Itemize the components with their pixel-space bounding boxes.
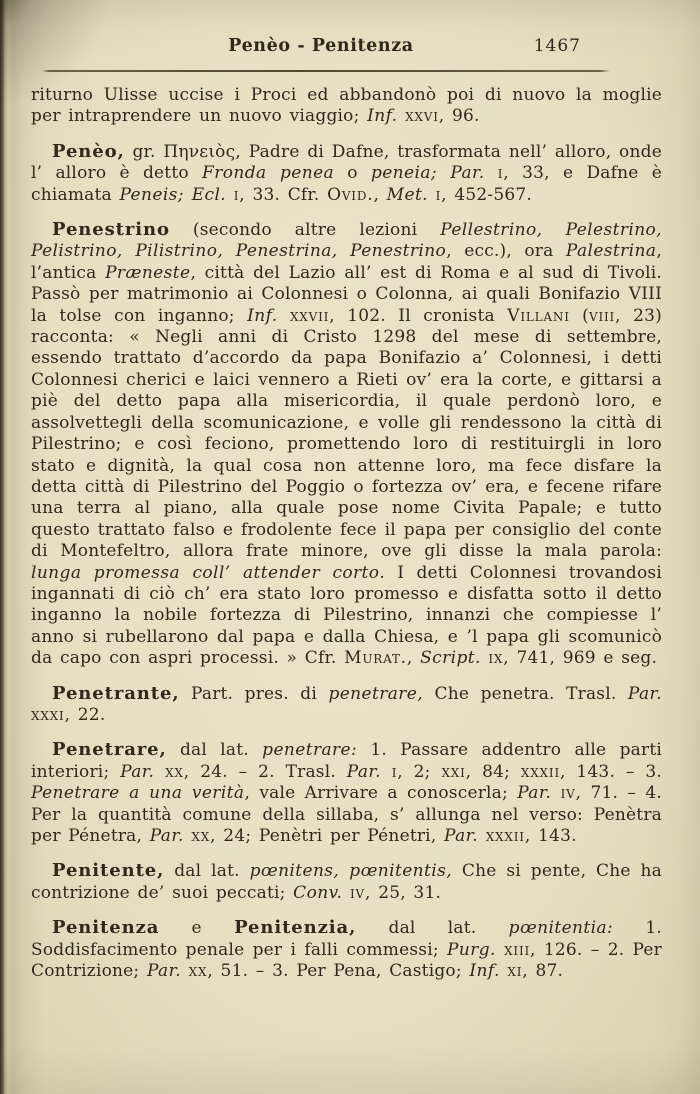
text-segment-p: , 22. [64, 704, 106, 725]
text-segment-p: gr. Πηνειὸς, Padre di Dafne, trasformata nell’ alloro, onde l’ alloro è detto [31, 141, 662, 184]
text-segment-p: , 51. – 3. Per Pena, Castigo; [207, 961, 470, 982]
text-segment-p: , 24; Penètri per Pénetri, [210, 826, 445, 846]
text-segment-i: Par. [517, 783, 552, 804]
text-segment-p: dal lat. [166, 740, 263, 761]
text-segment-i: lunga promessa coll’ attender corto [31, 562, 380, 583]
text-segment-p: , 126. – 2. Per Contrizione; [31, 939, 663, 982]
text-segment-b: Penitenzia, [234, 917, 357, 939]
text-segment-p [496, 940, 504, 960]
text-segment-i: Script. [420, 648, 481, 669]
text-segment-p: , 23) racconta: « Negli anni di Cristo 1298 del mese di settembre, essendo trattato d’accordo da papa Bonifazio a’ Colonnesi, i detti Colonnesi cherici e laici vennero a Rieti ov’ era la corte, e gittarsi a piè del detto papa alla misericordia, il quale perdonò loro, e assolvettegli della scomunicazione, e volle gli rendessono la città di Pilestrino; e così feciono, promettendo loro di restituirgli in loro stato e dignità, la qual cosa non attenne loro, ma fece disfare la detta città di Pilestrino del Poggio o fortezza ov’ era, e fecene rifare una terra al piano, alla quale pose nome Civita Papale; e tutto questo trattato falso e frodolente fece il papa per consiglio del conte di Montefeltro, allora frate minore, ove gli disse la mala parola: [31, 305, 663, 562]
text-segment-p: . I detti Colonnesi trovandosi ingannati di ciò ch’ era stato loro promesso e disfatta sotto il detto inganno la nobile fortezza di Pilestrino, innanzi che compiesse l’ anno si rubellarono dal papa e dalla Chiesa, e ’l papa gli scomunicò da capo con aspri processi. » Cfr. [31, 562, 662, 669]
text-segment-i: peneia; [370, 163, 451, 184]
page-number: 1467 [533, 36, 581, 56]
text-segment-i: Par. [149, 826, 184, 846]
text-segment-i: Inf. [469, 961, 500, 982]
text-segment-p: , 33. Cfr. [239, 184, 328, 205]
text-segment-p: , 25, 31. [364, 882, 442, 903]
text-segment-i: Par. [120, 761, 155, 782]
text-segment-i: Inf. [367, 106, 398, 127]
text-segment-p: dal lat. [164, 861, 250, 882]
text-segment-sc: xx [165, 761, 184, 782]
text-segment-sc: iv [560, 783, 576, 804]
text-segment-sc: xxxii [485, 826, 525, 846]
entry-penitenza [31, 917, 662, 982]
text-segment-sc: i [497, 163, 504, 184]
text-segment-i: Par. [146, 961, 182, 982]
text-segment-sc: iv [349, 882, 365, 903]
text-segment-p [478, 826, 486, 846]
text-segment-sc: xiii [504, 939, 531, 960]
text-segment-i: Par. [627, 683, 662, 704]
text-segment-p: , 96. [438, 106, 480, 127]
text-segment-p: , vale Arrivare a conoscerla; [244, 783, 518, 804]
running-head [31, 36, 669, 62]
text-segment-i: Peneis; [119, 184, 192, 205]
text-segment-p [381, 762, 392, 782]
text-segment-b: Penitente, [52, 860, 165, 882]
paragraph-continuation-ulisse [31, 85, 662, 128]
text-segment-p [551, 783, 560, 803]
text-segment-p [278, 306, 290, 326]
text-segment-p: 1. Soddisfacimento penale per i falli commessi; [31, 918, 662, 960]
text-segment-i: penetrare: [262, 740, 358, 761]
text-segment-sc: Villani [507, 305, 570, 326]
text-segment-p: (secondo altre lezioni [169, 220, 441, 241]
text-segment-i: Par. [444, 826, 479, 846]
text-segment-i: Ecl. [191, 184, 227, 205]
text-segment-p [428, 185, 436, 205]
text-segment-b: Penitenza [52, 917, 160, 939]
text-segment-b: Penestrino [52, 219, 170, 241]
text-segment-i: Fronda penea [202, 163, 335, 184]
text-segment-p: , 143. – 3. [559, 761, 663, 782]
text-segment-p: ( [569, 305, 590, 326]
text-segment-i: pœnitens, pœnitentis, [249, 861, 453, 882]
text-segment-p: Che penetra. Trasl. [423, 683, 628, 704]
text-segment-sc: Ovid. [327, 184, 374, 205]
text-segment-p: 1. Passare addentro alle parti interiori; [31, 740, 662, 782]
text-segment-p: , 452-567. [441, 184, 532, 205]
text-segment-b: Penèo, [52, 140, 125, 162]
header-divider-rule [42, 70, 610, 72]
text-segment-p: , città del Lazio all’ est di Roma e al sud di Tivoli. Passò per matrimonio ai Colonnesi o Colonna, ai quali Bonifazio VIII la tolse con inganno; [31, 262, 662, 326]
text-segment-p: Part. pres. di [179, 683, 329, 704]
text-segment-i: Purg. [447, 939, 496, 960]
text-segment-sc: xxvii [289, 305, 330, 326]
text-segment-p: , 84; [465, 761, 521, 782]
text-segment-p [181, 961, 189, 981]
text-segment-i: Palestrina [565, 241, 657, 262]
entry-peneo [31, 141, 662, 206]
text-segment-sc: xxxii [520, 761, 560, 782]
entry-penitente [31, 860, 662, 904]
text-segment-i: Par. [450, 163, 485, 184]
text-segment-p [397, 106, 405, 126]
text-segment-b: Penetrante, [52, 682, 180, 704]
running-head-title: Penèo - Penitenza [228, 36, 414, 56]
text-segment-p [342, 883, 350, 903]
text-segment-p: riturno Ulisse uccise i Proci ed abbandonò poi di nuovo la moglie per intraprendere un nuovo viaggio; [31, 85, 662, 127]
text-segment-i: Inf. [247, 305, 278, 326]
text-segment-sc: viii [589, 305, 616, 326]
text-segment-b: Penetrare, [52, 739, 167, 761]
text-segment-p: Che si pente, Che ha contrizione de’ suoi peccati; [31, 861, 662, 903]
text-segment-i: Met. [386, 184, 428, 205]
text-segment-p: , 71. – 4. Per la quantità comune della sillaba, s’ allunga nel verso: Penètra per Pénetra, [31, 783, 663, 846]
text-segment-sc: xxi [441, 761, 466, 782]
text-segment-p: , 2; [397, 761, 442, 782]
text-segment-p: , 143. [524, 826, 577, 846]
text-segment-p: , 33, e Dafne è chiamata [31, 163, 662, 205]
text-segment-i: pœnitentia: [508, 918, 614, 939]
text-segment-p: , l’antica [31, 241, 662, 283]
text-segment-p: , 102. Il cronista [329, 305, 508, 326]
text-segment-i: penetrare, [328, 683, 424, 704]
text-segment-p: , 24. – 2. Trasl. [183, 761, 347, 782]
text-segment-p: , 741, 969 e seg. [503, 648, 658, 669]
book-gutter-shadow [0, 0, 10, 1094]
text-segment-sc: xx [191, 826, 211, 846]
entry-penestrino [31, 219, 662, 670]
text-segment-p: o [334, 163, 371, 184]
text-segment-p: , [406, 648, 421, 669]
text-segment-sc: ix [488, 648, 504, 669]
text-segment-p [485, 163, 498, 183]
text-segment-p [154, 762, 165, 782]
entry-penetrante [31, 683, 662, 727]
text-segment-sc: xi [507, 961, 523, 982]
text-segment-p: , 87. [522, 961, 564, 982]
text-segment-sc: i [233, 184, 240, 205]
entry-penetrare [31, 739, 662, 847]
text-segment-sc: i [435, 184, 442, 205]
text-segment-sc: i [391, 761, 398, 782]
text-segment-i: Conv. [293, 882, 343, 903]
text-segment-sc: xx [188, 961, 208, 982]
text-segment-p: , [373, 184, 387, 205]
text-segment-i: Par. [346, 761, 381, 782]
text-segment-p: , ecc.), ora [446, 241, 566, 262]
text-segment-p: e [159, 918, 235, 939]
text-segment-i: Penetrare a una verità [31, 783, 245, 804]
text-segment-p: dal lat. [356, 918, 509, 939]
text-segment-sc: Murat. [344, 648, 407, 669]
text-segment-i: Præneste [105, 262, 191, 283]
text-block [31, 85, 662, 982]
text-segment-sc: xxvi [405, 106, 439, 127]
text-segment-i: Pellestrino, Pelestrino, Pelistrino, Pilistrino, Penestrina, Penestrino [31, 220, 662, 262]
text-segment-sc: xxxi [31, 704, 65, 725]
text-segment-p [226, 185, 234, 205]
